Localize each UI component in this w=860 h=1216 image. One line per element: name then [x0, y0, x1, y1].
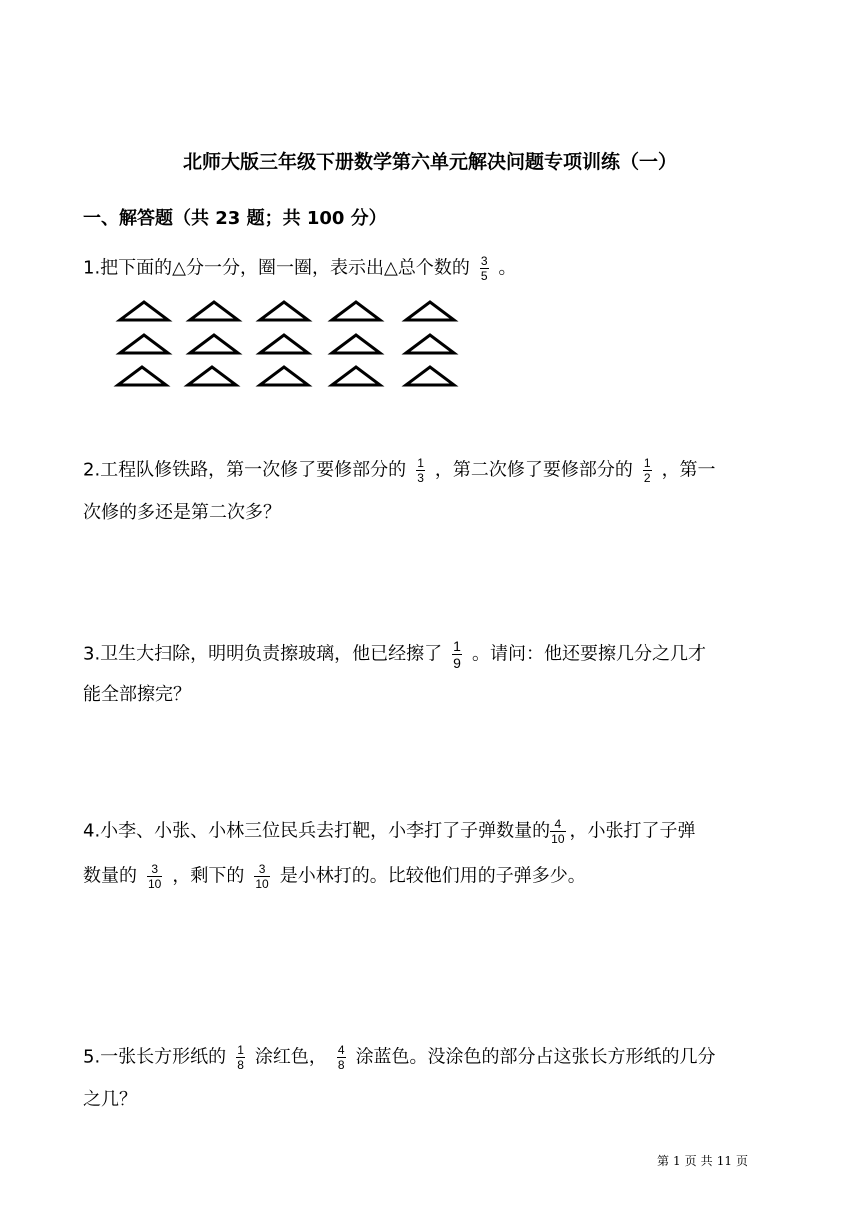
- question-3-line-1: [83, 638, 706, 671]
- triangle-grid: [110, 296, 470, 396]
- triangle-icon: [332, 367, 380, 385]
- triangle-icon: [190, 302, 238, 320]
- question-4-text: ，剩下的: [172, 865, 245, 887]
- question-2-text: ，第二次修了要修部分的: [434, 459, 633, 481]
- fraction: [254, 862, 269, 891]
- triangle-icon: [260, 335, 308, 353]
- total-pages: 11: [716, 1154, 732, 1168]
- question-3-text: 。请问：他还要擦几分之几才: [471, 643, 706, 665]
- denominator: 10: [148, 877, 162, 891]
- page-number: 1: [673, 1154, 681, 1168]
- denominator: 5: [480, 269, 488, 283]
- numerator: 1: [237, 1043, 244, 1057]
- question-1-text: 1.把下面的△分一分，圈一圈，表示出△总个数的: [83, 257, 470, 279]
- question-4-line-1: [83, 817, 696, 846]
- triangle-icon: [406, 302, 454, 320]
- fraction: [452, 638, 462, 671]
- question-4-text: 是小林打的。比较他们用的子弹多少。: [279, 865, 586, 887]
- page-footer: [657, 1152, 752, 1169]
- denominator: 2: [643, 471, 651, 485]
- section-heading: 一、解答题（共 23 题；共 100 分）: [83, 208, 387, 229]
- numerator: 3: [480, 254, 488, 268]
- fraction: [480, 254, 489, 283]
- triangle-icon: [260, 302, 308, 320]
- fraction: [337, 1043, 346, 1072]
- question-4-text: 数量的: [83, 865, 137, 887]
- question-5-line-1: [83, 1043, 716, 1072]
- numerator: 1: [417, 456, 424, 470]
- question-1-tail: 。: [498, 257, 517, 279]
- triangle-icon: [332, 335, 380, 353]
- question-5-text: 5.一张长方形纸的: [83, 1046, 227, 1068]
- triangle-icon: [190, 335, 238, 353]
- numerator: 4: [337, 1043, 345, 1057]
- footer-text: 页: [684, 1154, 697, 1168]
- triangle-icon: [118, 367, 166, 385]
- denominator: 10: [255, 877, 269, 891]
- question-5-text: 涂红色，: [254, 1046, 327, 1068]
- question-4-line-2: [83, 862, 586, 891]
- fraction: [550, 817, 565, 846]
- triangle-icon: [332, 302, 380, 320]
- triangle-icon: [188, 367, 236, 385]
- denominator: 3: [417, 471, 424, 485]
- question-2-line-2: 次修的多还是第二次多？: [83, 502, 281, 523]
- footer-text: 页: [735, 1154, 748, 1168]
- question-2-line-1: [83, 456, 716, 485]
- fraction: [147, 862, 162, 891]
- page-title: 北师大版三年级下册数学第六单元解决问题专项训练（一）: [182, 151, 677, 173]
- denominator: 9: [453, 655, 461, 671]
- question-5-text: 涂蓝色。没涂色的部分占这张长方形纸的几分: [355, 1046, 716, 1068]
- denominator: 8: [337, 1058, 345, 1072]
- triangle-icon: [260, 367, 308, 385]
- question-1: [83, 254, 517, 283]
- question-4-text: 4.小李、小张、小林三位民兵去打靶，小李打了子弹数量的: [83, 820, 551, 842]
- denominator: 10: [551, 832, 565, 846]
- triangle-icon: [406, 367, 454, 385]
- fraction: [643, 456, 652, 485]
- footer-text: 共: [700, 1154, 713, 1168]
- question-3-text: 3.卫生大扫除，明明负责擦玻璃，他已经擦了: [83, 643, 443, 665]
- numerator: 1: [453, 638, 461, 654]
- triangle-icon: [406, 335, 454, 353]
- denominator: 8: [237, 1058, 244, 1072]
- question-2-text: ，第一: [661, 459, 716, 481]
- numerator: 4: [554, 817, 562, 831]
- fraction: [416, 456, 425, 485]
- question-4-text: ，小张打了子弹: [569, 820, 696, 842]
- triangle-icon: [120, 335, 168, 353]
- fraction: [236, 1043, 245, 1072]
- numerator: 3: [258, 862, 266, 876]
- question-5-line-2: 之几？: [83, 1089, 137, 1110]
- numerator: 3: [151, 862, 159, 876]
- footer-text: 第: [657, 1154, 670, 1168]
- question-3-line-2: 能全部擦完？: [83, 684, 191, 705]
- triangle-icon: [120, 302, 168, 320]
- question-2-text: 2.工程队修铁路，第一次修了要修部分的: [83, 459, 407, 481]
- numerator: 1: [643, 456, 651, 470]
